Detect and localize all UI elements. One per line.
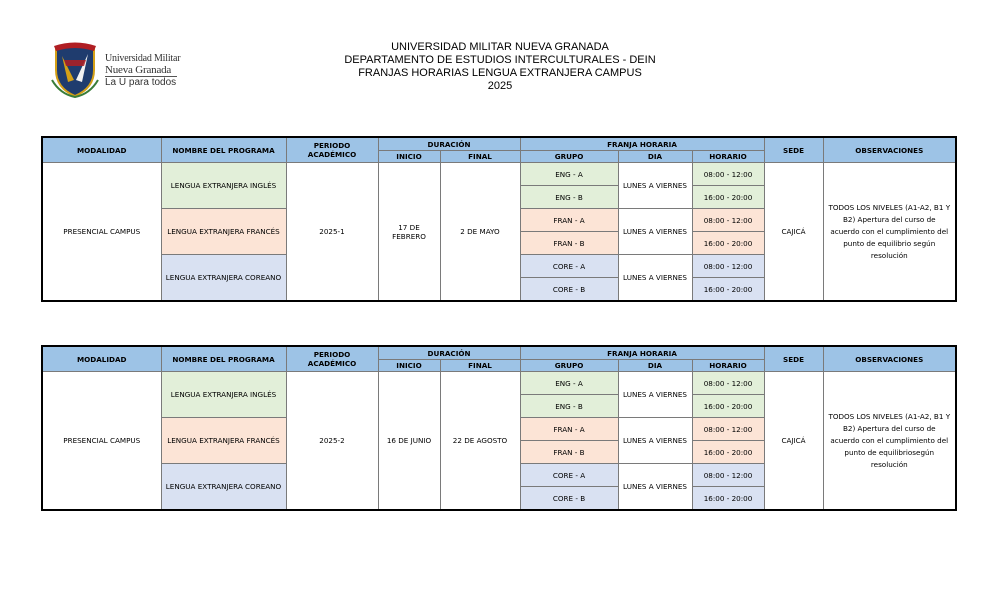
cell-dia: LUNES A VIERNES bbox=[618, 464, 692, 511]
cell-program-ingles: LENGUA EXTRANJERA INGLÉS bbox=[161, 372, 286, 418]
cell-inicio: 16 DE JUNIO bbox=[378, 372, 440, 511]
logo-text-line1: Universidad Militar bbox=[105, 53, 181, 64]
cell-grupo: ENG - A bbox=[520, 372, 618, 395]
col-observaciones: OBSERVACIONES bbox=[823, 137, 956, 163]
cell-horario: 08:00 - 12:00 bbox=[692, 209, 764, 232]
cell-final: 22 DE AGOSTO bbox=[440, 372, 520, 511]
cell-observaciones: TODOS LOS NIVELES (A1-A2, B1 Y B2) Apertura del curso de acuerdo con el cumplimiento del punto de equilibriosegún resolución bbox=[823, 372, 956, 511]
document-header bbox=[0, 41, 1000, 93]
cell-grupo: FRAN - B bbox=[520, 441, 618, 464]
col-final: FINAL bbox=[440, 360, 520, 372]
col-dia: DIA bbox=[618, 151, 692, 163]
cell-dia: LUNES A VIERNES bbox=[618, 372, 692, 418]
cell-horario: 16:00 - 20:00 bbox=[692, 441, 764, 464]
cell-grupo: CORE - A bbox=[520, 255, 618, 278]
cell-horario: 08:00 - 12:00 bbox=[692, 163, 764, 186]
col-dia: DIA bbox=[618, 360, 692, 372]
cell-observaciones: TODOS LOS NIVELES (A1-A2, B1 Y B2) Apertura del curso de acuerdo con el cumplimiento del punto de equilibrio según resolución bbox=[823, 163, 956, 302]
cell-final: 2 DE MAYO bbox=[440, 163, 520, 302]
col-sede: SEDE bbox=[764, 137, 823, 163]
col-franja: FRANJA HORARIA bbox=[520, 137, 764, 151]
cell-grupo: ENG - B bbox=[520, 395, 618, 418]
col-programa: NOMBRE DEL PROGRAMA bbox=[161, 137, 286, 163]
cell-periodo: 2025-1 bbox=[286, 163, 378, 302]
cell-dia: LUNES A VIERNES bbox=[618, 209, 692, 255]
cell-grupo: CORE - B bbox=[520, 278, 618, 302]
cell-horario: 08:00 - 12:00 bbox=[692, 372, 764, 395]
cell-grupo: CORE - A bbox=[520, 464, 618, 487]
col-franja: FRANJA HORARIA bbox=[520, 346, 764, 360]
cell-horario: 08:00 - 12:00 bbox=[692, 464, 764, 487]
header-year: 2025 bbox=[487, 80, 513, 92]
cell-dia: LUNES A VIERNES bbox=[618, 163, 692, 209]
cell-grupo: FRAN - A bbox=[520, 209, 618, 232]
schedule-table-2 bbox=[41, 345, 957, 511]
col-horario: HORARIO bbox=[692, 151, 764, 163]
header-department: DEPARTAMENTO DE ESTUDIOS INTERCULTURALES - DEIN bbox=[344, 54, 656, 66]
cell-grupo: ENG - A bbox=[520, 163, 618, 186]
cell-program-frances: LENGUA EXTRANJERA FRANCÉS bbox=[161, 418, 286, 464]
cell-periodo: 2025-2 bbox=[286, 372, 378, 511]
header-university: UNIVERSIDAD MILITAR NUEVA GRANADA bbox=[391, 41, 609, 53]
logo-tagline: La U para todos bbox=[105, 77, 177, 88]
cell-grupo: FRAN - A bbox=[520, 418, 618, 441]
col-modalidad: MODALIDAD bbox=[42, 137, 161, 163]
col-inicio: INICIO bbox=[378, 360, 440, 372]
col-programa: NOMBRE DEL PROGRAMA bbox=[161, 346, 286, 372]
col-modalidad: MODALIDAD bbox=[42, 346, 161, 372]
cell-horario: 08:00 - 12:00 bbox=[692, 418, 764, 441]
cell-horario: 16:00 - 20:00 bbox=[692, 232, 764, 255]
col-grupo: GRUPO bbox=[520, 360, 618, 372]
cell-horario: 16:00 - 20:00 bbox=[692, 395, 764, 418]
cell-horario: 16:00 - 20:00 bbox=[692, 278, 764, 302]
col-periodo: PERIODO ACADÉMICO bbox=[286, 137, 378, 163]
logo-text-line2: Nueva Granada bbox=[105, 64, 172, 76]
col-final: FINAL bbox=[440, 151, 520, 163]
cell-sede: CAJICÁ bbox=[764, 163, 823, 302]
cell-program-frances: LENGUA EXTRANJERA FRANCÉS bbox=[161, 209, 286, 255]
cell-modalidad: PRESENCIAL CAMPUS bbox=[42, 163, 161, 302]
col-horario: HORARIO bbox=[692, 360, 764, 372]
col-duracion: DURACIÓN bbox=[378, 346, 520, 360]
cell-grupo: CORE - B bbox=[520, 487, 618, 511]
col-grupo: GRUPO bbox=[520, 151, 618, 163]
cell-grupo: ENG - B bbox=[520, 186, 618, 209]
cell-program-coreano: LENGUA EXTRANJERA COREANO bbox=[161, 464, 286, 511]
cell-dia: LUNES A VIERNES bbox=[618, 255, 692, 302]
schedule-table-1 bbox=[41, 136, 957, 302]
cell-horario: 08:00 - 12:00 bbox=[692, 255, 764, 278]
cell-horario: 16:00 - 20:00 bbox=[692, 186, 764, 209]
cell-program-coreano: LENGUA EXTRANJERA COREANO bbox=[161, 255, 286, 302]
cell-horario: 16:00 - 20:00 bbox=[692, 487, 764, 511]
cell-modalidad: PRESENCIAL CAMPUS bbox=[42, 372, 161, 511]
cell-grupo: FRAN - B bbox=[520, 232, 618, 255]
col-sede: SEDE bbox=[764, 346, 823, 372]
col-duracion: DURACIÓN bbox=[378, 137, 520, 151]
col-observaciones: OBSERVACIONES bbox=[823, 346, 956, 372]
cell-sede: CAJICÁ bbox=[764, 372, 823, 511]
cell-program-ingles: LENGUA EXTRANJERA INGLÉS bbox=[161, 163, 286, 209]
col-inicio: INICIO bbox=[378, 151, 440, 163]
cell-dia: LUNES A VIERNES bbox=[618, 418, 692, 464]
col-periodo: PERIODO ACADÉMICO bbox=[286, 346, 378, 372]
header-subject: FRANJAS HORARIAS LENGUA EXTRANJERA CAMPUS bbox=[358, 67, 642, 79]
cell-inicio: 17 DE FEBRERO bbox=[378, 163, 440, 302]
